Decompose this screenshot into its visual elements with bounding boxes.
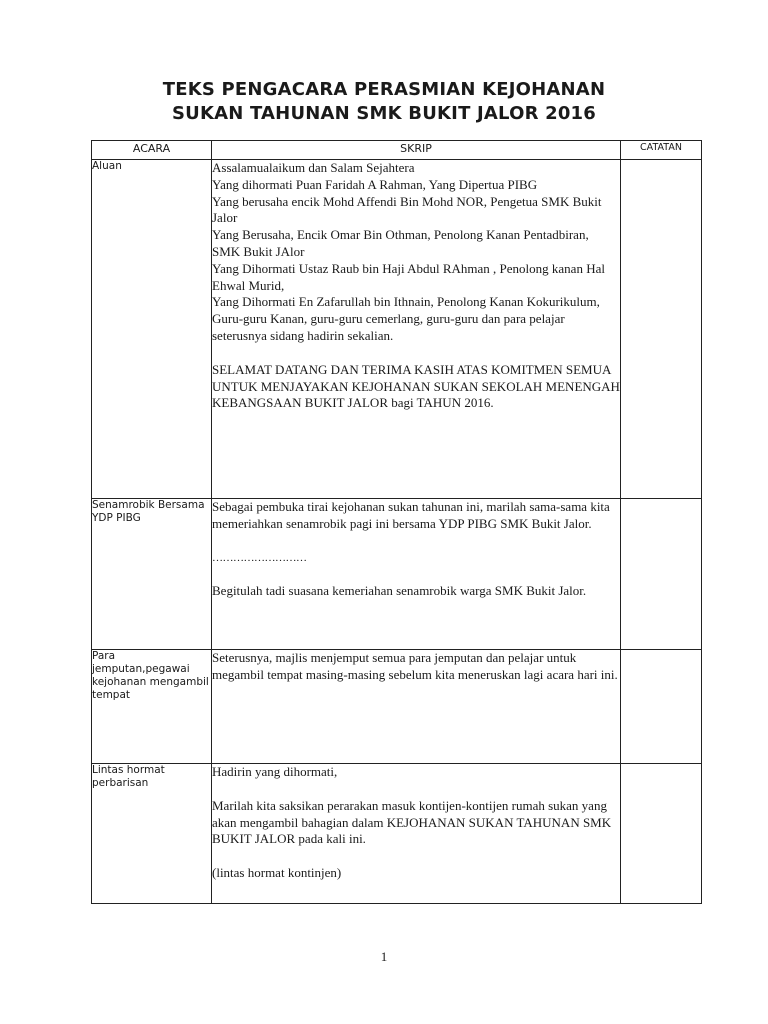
acara-cell: Lintas hormat perbarisan [92,764,212,904]
skrip-paragraph: (lintas hormat kontinjen) [212,865,342,881]
skrip-paragraph: SELAMAT DATANG DAN TERIMA KASIH ATAS KOMITMEN SEMUA UNTUK MENJAYAKAN KEJOHANAN SUKAN SEKOLAH MENENGAH KEBANGSAAN BUKIT JALOR bagi TAHUN 2016. [212,361,620,411]
title-line-2: SUKAN TAHUNAN SMK BUKIT JALOR 2016 [171,103,596,124]
header-acara: ACARA [92,141,212,160]
table-row [92,160,702,499]
acara-cell: Aluan [92,160,212,499]
acara-cell: Para jemputan,pegawai kejohanan mengambil tempat [92,650,212,764]
table-header-row [92,141,702,160]
title-line-1: TEKS PENGACARA PERASMIAN KEJOHANAN [162,79,606,100]
script-table [91,140,702,904]
skrip-cell [212,764,621,904]
skrip-paragraph: ……………………… [212,551,307,564]
skrip-paragraph: Assalamualaikum dan Salam Sejahtera Yang dihormati Puan Faridah A Rahman, Yang Dipertua PIBG Yang berusaha encik Mohd Affendi Bin Mohd NOR, Pengetua SMK Bukit Jalor Yang Berusaha, Encik Omar Bin Othman, Penolong Kanan Pentadbiran, SMK Bukit JAlor Yang Dihormati Ustaz Raub bin Haji Abdul RAhman , Penolong kanan Hal Ehwal Murid, Yang Dihormati En Zafarullah bin Ithnain, Penolong Kanan Kokurikulum, Guru-guru Kanan, guru-guru cemerlang, guru-guru dan para pelajar seterusnya sidang hadirin sekalian. [212,160,605,343]
table-row [92,650,702,764]
catatan-cell [621,499,702,650]
skrip-paragraph: Begitulah tadi suasana kemeriahan senamrobik warga SMK Bukit Jalor. [212,583,587,599]
document-title [0,78,768,126]
skrip-cell [212,499,621,650]
skrip-cell [212,160,621,499]
skrip-paragraph: Marilah kita saksikan perarakan masuk kontijen-kontijen rumah sukan yang akan mengambil bahagian dalam KEJOHANAN SUKAN TAHUNAN SMK BUKIT JALOR pada kali ini. [212,797,612,847]
header-skrip: SKRIP [212,141,621,160]
table-row [92,499,702,650]
page-number: 1 [380,949,388,964]
skrip-paragraph: Sebagai pembuka tirai kejohanan sukan tahunan ini, marilah sama-sama kita memeriahkan senamrobik pagi ini bersama YDP PIBG SMK Bukit Jalor. [212,499,610,531]
catatan-cell [621,764,702,904]
skrip-cell [212,650,621,764]
skrip-paragraph: Hadirin yang dihormati, [212,764,338,779]
skrip-paragraph: Seterusnya, majlis menjemput semua para jemputan dan pelajar untuk megambil tempat masing-masing sebelum kita meneruskan lagi acara hari ini. [212,650,618,682]
table-row [92,764,702,904]
catatan-cell [621,160,702,499]
catatan-cell [621,650,702,764]
acara-cell: Senamrobik Bersama YDP PIBG [92,499,212,650]
header-catatan: CATATAN [621,141,702,160]
